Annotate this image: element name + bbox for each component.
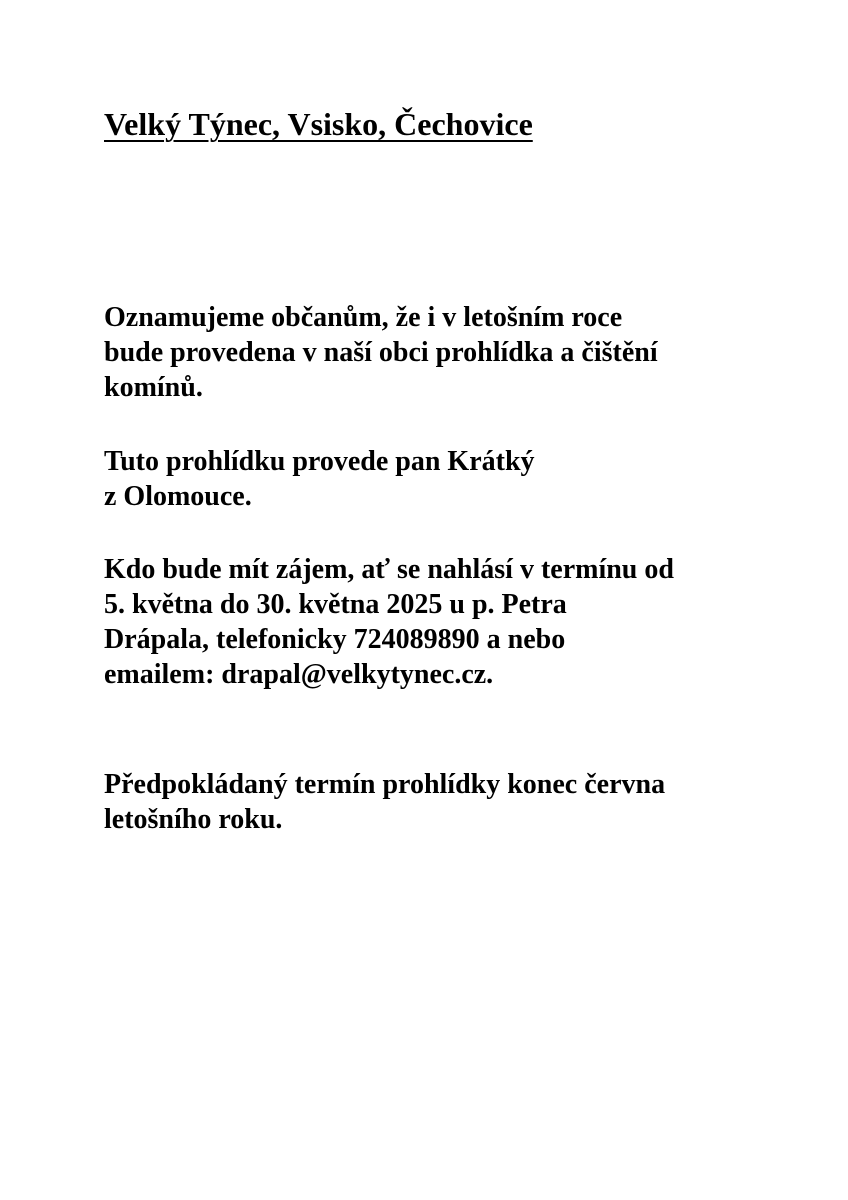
inspector-paragraph xyxy=(104,444,535,514)
paragraph-line: Drápala, telefonicky 724089890 a nebo xyxy=(104,624,566,655)
paragraph-line: Předpokládaný termín prohlídky konec června xyxy=(104,769,666,800)
paragraph-line: bude provedena v naší obci prohlídka a čištění xyxy=(104,337,658,368)
paragraph-line: z Olomouce. xyxy=(104,481,252,512)
paragraph-line: letošního roku. xyxy=(104,804,283,835)
paragraph-line: emailem: drapal@velkytynec.cz. xyxy=(104,659,494,690)
paragraph-line: komínů. xyxy=(104,372,203,403)
announcement-paragraph xyxy=(104,300,658,405)
paragraph-line: 5. května do 30. května 2025 u p. Petra xyxy=(104,589,567,620)
paragraph-line: Oznamujeme občanům, že i v letošním roce xyxy=(104,302,623,333)
paragraph-line: Kdo bude mít zájem, ať se nahlásí v termínu od xyxy=(104,554,674,585)
paragraph-line: Tuto prohlídku provede pan Krátký xyxy=(104,446,535,477)
schedule-paragraph xyxy=(104,767,665,837)
contact-paragraph xyxy=(104,552,674,692)
document-title: Velký Týnec, Vsisko, Čechovice xyxy=(104,106,533,142)
